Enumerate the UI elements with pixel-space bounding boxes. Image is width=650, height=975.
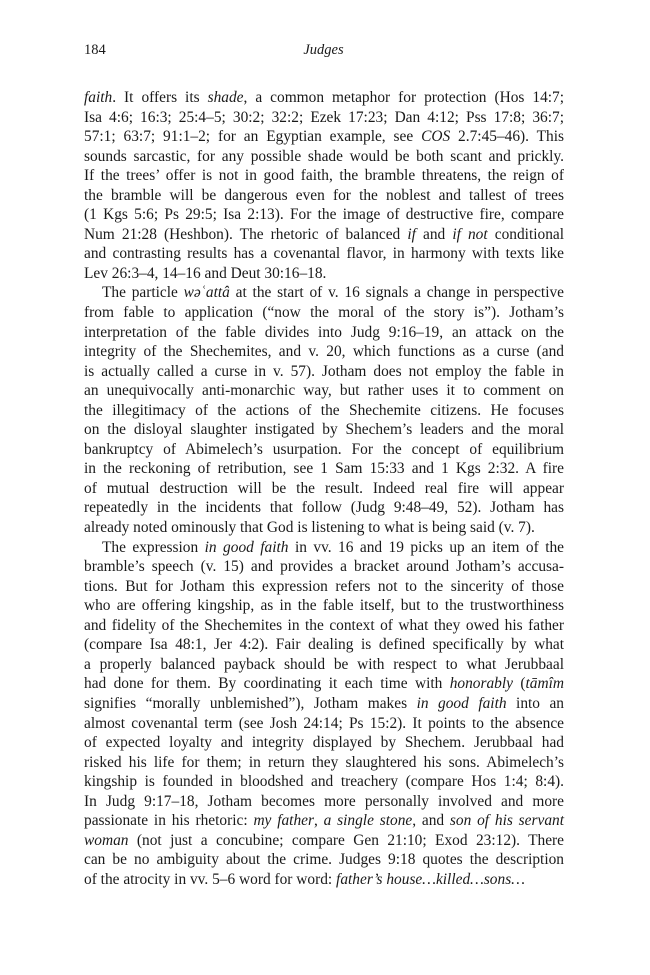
text-run: an unequivocally anti-monarchic way, but rather uses it to comment on — [84, 382, 564, 400]
text-line — [84, 401, 564, 421]
body-text — [84, 88, 564, 889]
text-line — [84, 244, 564, 264]
italic-run: honorably — [449, 675, 513, 693]
text-line — [84, 88, 564, 108]
text-run: a properly balanced payback should be with respect to what Jerubbaal — [84, 655, 564, 673]
text-run: passionate in his rhetoric: — [84, 812, 254, 830]
text-run: (not just a concubine; compare Gen 21:10; Exod 23:12). There — [128, 831, 564, 849]
text-line — [84, 323, 564, 343]
text-run: Num 21:28 (Heshbon). The rhetoric of balanced — [84, 225, 408, 243]
text-line — [84, 127, 564, 147]
text-run: ( — [513, 675, 526, 693]
text-line — [84, 635, 564, 655]
text-line — [84, 850, 564, 870]
text-line — [84, 772, 564, 792]
paragraph — [84, 283, 564, 537]
text-line — [84, 225, 564, 245]
text-run: risked his life for them; in return they slaughtered his sons. Abimelech’s — [84, 753, 564, 771]
text-run: can be no ambiguity about the crime. Judges 9:18 quotes the description — [84, 851, 564, 869]
text-line — [84, 792, 564, 812]
italic-run: woman — [84, 831, 129, 849]
text-run: (compare Isa 48:1, Jer 4:2). Fair dealing is defined specifically by what — [84, 636, 564, 654]
text-run: bankruptcy of Abimelech’s usurpation. For the concept of equilibrium — [84, 440, 564, 458]
text-run: repeatedly in the incidents that follow (Judg 9:48–49, 52). Jotham has — [84, 499, 564, 517]
text-run: 57:1; 63:7; 91:1–2; for an Egyptian example, see — [84, 128, 422, 146]
text-line — [84, 479, 564, 499]
text-line — [84, 362, 564, 382]
text-run: of expected loyalty and integrity displayed by Shechem. Jerubbaal had — [84, 734, 564, 752]
text-run: into an — [506, 694, 565, 712]
text-line — [84, 674, 564, 694]
text-run: integrity of the Shechemites, and v. 20, which functions as a curse (and — [84, 343, 564, 361]
text-line — [84, 283, 564, 303]
italic-run: my father — [253, 812, 314, 830]
text-line — [84, 753, 564, 773]
text-line — [84, 420, 564, 440]
paragraph — [84, 538, 564, 890]
text-line — [84, 166, 564, 186]
text-run: at the start of v. 16 signals a change in perspective — [229, 284, 564, 302]
text-run: who are offering kingship, as in the fable itself, but to the trustworthiness — [84, 597, 564, 615]
text-line — [84, 557, 564, 577]
text-run: the bramble will be dangerous even for the noblest and tallest of trees — [84, 186, 564, 204]
text-line — [84, 616, 564, 636]
text-line — [84, 733, 564, 753]
italic-run: in good faith — [204, 538, 289, 556]
text-line — [84, 264, 564, 284]
text-run: Lev 26:3–4, 14–16 and Deut 30:16–18. — [84, 264, 327, 282]
text-line — [84, 440, 564, 460]
text-run: In Judg 9:17–18, Jotham becomes more personally involved and more — [84, 792, 564, 810]
text-line — [84, 498, 564, 518]
text-run: and fidelity of the Shechemites in the context of what they owed his father — [84, 616, 564, 634]
paragraph — [84, 88, 564, 283]
text-run: , a common metaphor for protection (Hos 14:7; — [243, 89, 565, 106]
running-header — [84, 42, 563, 62]
text-line — [84, 831, 564, 851]
text-run: had done for them. By coordinating it each time with — [84, 675, 450, 693]
text-run: Isa 4:6; 16:3; 25:4–5; 30:2; 32:2; Ezek 17:23; Dan 4:12; Pss 17:8; 36:7; — [84, 108, 564, 126]
text-line — [84, 596, 564, 616]
text-line — [84, 811, 564, 831]
text-line — [84, 205, 564, 225]
italic-run: faith — [84, 89, 113, 106]
italic-run: wəʿattâ — [183, 284, 230, 302]
page-number: 184 — [84, 42, 106, 58]
text-line — [84, 459, 564, 479]
text-run: from fable to application (“now the moral of the story is”). Jotham’s — [84, 304, 564, 322]
text-run: The expression — [102, 538, 205, 556]
italic-run: son of his servant — [449, 812, 564, 830]
text-line — [84, 147, 564, 167]
text-line — [84, 342, 564, 362]
text-run: If the trees’ offer is not in good faith, the bramble threatens, the reign of — [84, 167, 564, 185]
text-line — [84, 655, 564, 675]
text-run: The particle — [102, 284, 184, 302]
text-line — [84, 303, 564, 323]
italic-run: in good faith — [416, 694, 507, 712]
text-line — [84, 381, 564, 401]
text-line — [84, 714, 564, 734]
text-line — [84, 870, 564, 890]
text-run: 2.7:45–46). This — [450, 128, 564, 146]
text-line — [84, 577, 564, 597]
italic-run: a single stone — [323, 812, 413, 830]
text-run: bramble’s speech (v. 15) and provides a bracket around Jotham’s accusa- — [84, 558, 564, 576]
text-run: on the disloyal slaughter instigated by Shechem’s leaders and the moral — [84, 421, 564, 439]
text-run: of the atrocity in vv. 5–6 word for word: — [84, 870, 337, 888]
text-run: kingship is founded in bloodshed and treachery (compare Hos 1:4; 8:4). — [84, 773, 564, 791]
running-title: Judges — [303, 42, 344, 58]
text-line — [84, 186, 564, 206]
text-run: already noted ominously that God is listening to what is being said (v. 7). — [84, 519, 535, 537]
text-run: , — [313, 812, 324, 830]
italic-run: if — [407, 225, 416, 243]
text-run: tions. But for Jotham this expression refers not to the sincerity of those — [84, 577, 564, 595]
text-run: in vv. 16 and 19 picks up an item of the — [288, 538, 564, 556]
text-run: signifies “morally unblemished”), Jotham makes — [84, 694, 417, 712]
text-run: sounds sarcastic, for any possible shade would be both scant and prickly. — [84, 147, 564, 165]
italic-run: COS — [421, 128, 451, 146]
text-line — [84, 518, 564, 538]
text-run: interpretation of the fable divides into Judg 9:16–19, an attack on the — [84, 323, 564, 341]
text-run: almost covenantal term (see Josh 24:14; Ps 15:2). It points to the absence — [84, 714, 564, 732]
text-run: conditional — [487, 225, 564, 243]
text-run: and — [415, 225, 453, 243]
text-run: . It offers its — [112, 89, 208, 106]
text-line — [84, 694, 564, 714]
italic-run: if not — [452, 225, 488, 243]
text-run: (1 Kgs 5:6; Ps 29:5; Isa 2:13). For the image of destructive fire, compare — [84, 206, 564, 224]
text-line — [84, 108, 564, 128]
italic-run: father’s house…killed…sons… — [336, 870, 525, 888]
text-run: and contrasting results has a covenantal flavor, in harmony with texts like — [84, 245, 564, 263]
text-run: in the reckoning of retribution, see 1 Sam 15:33 and 1 Kgs 2:32. A fire — [84, 460, 564, 478]
text-run: the illegitimacy of the actions of the Shechemite citizens. He focuses — [84, 401, 564, 419]
text-run: is actually called a curse in v. 57). Jotham does not employ the fable in — [84, 362, 564, 380]
italic-run: shade — [207, 89, 244, 106]
text-run: of mutual destruction will be the result. Indeed real fire will appear — [84, 479, 564, 497]
text-line — [84, 538, 564, 558]
italic-run: tāmîm — [525, 675, 564, 693]
text-run: , and — [412, 812, 450, 830]
